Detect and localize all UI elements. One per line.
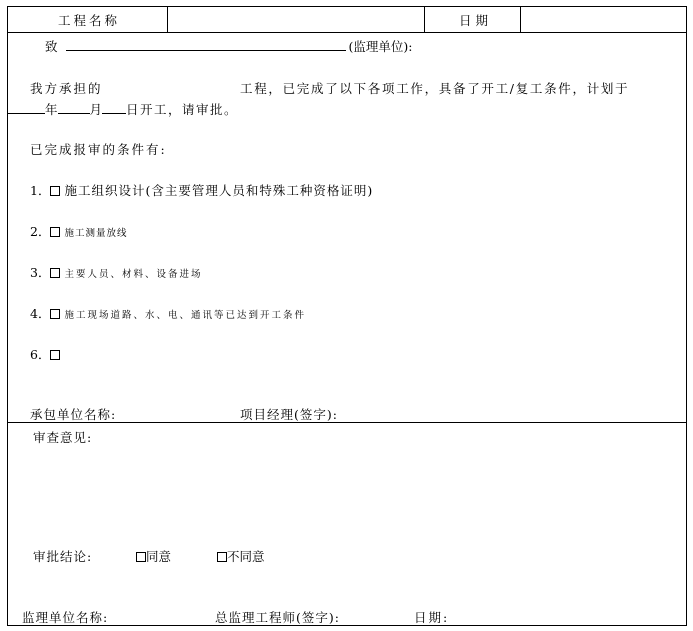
supervisor-unit-blank[interactable] [66, 38, 346, 51]
year-label: 年 [45, 102, 58, 117]
paragraph-prefix: 我方承担的 [30, 81, 103, 96]
month-blank[interactable] [58, 101, 90, 114]
disagree-label: 不同意 [227, 549, 265, 564]
conclusion-label: 审批结论: [33, 549, 93, 564]
condition-item-6 [30, 345, 60, 363]
checkbox[interactable] [50, 350, 60, 360]
supervisor-unit-name-label: 监理单位名称: [22, 610, 109, 625]
header-col-line-3 [520, 6, 521, 32]
contractor-unit-label: 承包单位名称: [30, 407, 117, 422]
supervisor-unit-label: (监理单位): [348, 39, 413, 54]
condition-text: 施工组织设计(含主要管理人员和特殊工种资格证明) [64, 183, 374, 198]
project-name-label: 工程名称 [58, 13, 121, 28]
condition-item-4 [30, 304, 306, 322]
year-blank[interactable] [7, 101, 45, 114]
condition-text: 主要人员、材料、设备进场 [64, 269, 203, 280]
header-col-line-2 [424, 6, 425, 32]
condition-num: 4． [30, 306, 51, 321]
checkbox[interactable] [50, 227, 60, 237]
condition-item-2 [30, 222, 127, 240]
header-col-line-1 [167, 6, 168, 32]
checkbox[interactable] [50, 186, 60, 196]
review-opinion-area[interactable] [33, 448, 673, 538]
agree-checkbox[interactable] [136, 552, 146, 562]
project-manager-label: 项目经理(签字): [240, 407, 338, 422]
header-divider [7, 32, 687, 33]
agree-label: 同意 [146, 549, 172, 564]
date-label: 日期 [459, 13, 493, 28]
review-date-label: 日期: [414, 610, 450, 625]
month-label: 月 [89, 102, 103, 117]
disagree-option[interactable] [217, 547, 265, 565]
checkbox[interactable] [50, 309, 60, 319]
condition-num: 1． [30, 183, 51, 198]
chief-engineer-label: 总监理工程师(签字): [215, 610, 340, 625]
approval-conclusion-row [33, 547, 92, 565]
project-name-field[interactable] [172, 11, 420, 27]
condition-text: 施工现场道路、水、电、通讯等已达到开工条件 [64, 310, 306, 321]
day-blank[interactable] [102, 101, 126, 114]
day-label: 日开工，请审批。 [126, 102, 239, 117]
start-date-line [7, 100, 238, 118]
project-blank[interactable] [110, 79, 235, 93]
checkbox[interactable] [50, 268, 60, 278]
to-label: 致 [45, 39, 58, 54]
addressee-line [45, 37, 412, 55]
condition-item-1 [30, 181, 373, 199]
condition-text: 施工测量放线 [64, 228, 128, 239]
date-field[interactable] [525, 11, 681, 27]
section-divider [7, 422, 687, 423]
review-opinion-label: 审查意见: [33, 430, 93, 445]
conditions-heading: 已完成报审的条件有: [30, 142, 167, 157]
paragraph-suffix: 工程，已完成了以下各项工作，具备了开工/复工条件，计划于 [240, 81, 630, 96]
condition-num: 3． [30, 265, 51, 280]
condition-num: 6． [30, 347, 51, 362]
agree-option[interactable] [136, 547, 171, 565]
disagree-checkbox[interactable] [217, 552, 227, 562]
condition-num: 2． [30, 224, 51, 239]
condition-item-3 [30, 263, 202, 281]
